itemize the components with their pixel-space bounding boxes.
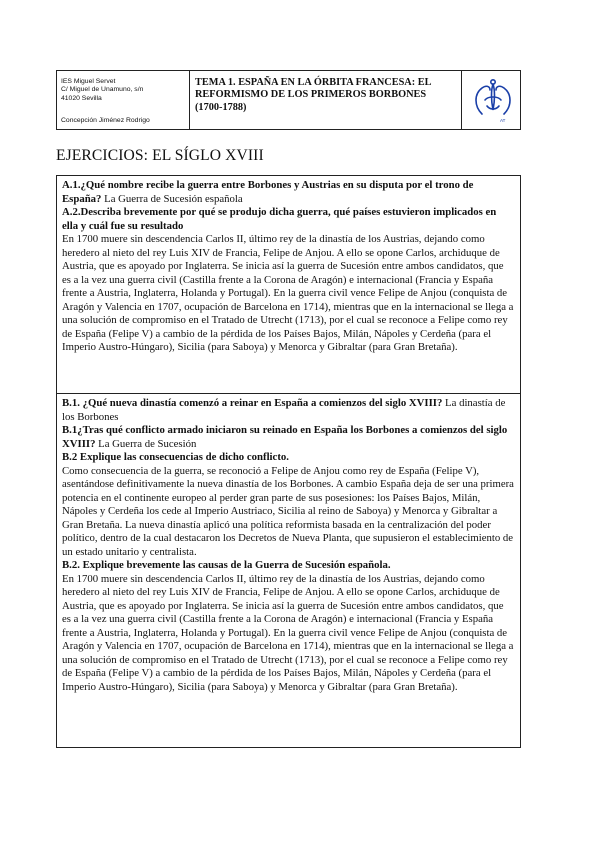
question-text: B.2 Explique las consecuencias de dicho conflicto. bbox=[62, 451, 289, 463]
exercise-item bbox=[62, 233, 515, 355]
exercise-item bbox=[62, 573, 515, 695]
school-line: 41020 Sevilla bbox=[61, 94, 102, 102]
exercise-item bbox=[62, 397, 515, 424]
teacher-name: Concepción Jiménez Rodrigo bbox=[61, 116, 150, 124]
document-header bbox=[56, 70, 521, 130]
answer-text: En 1700 muere sin descendencia Carlos II, último rey de la dinastía de los Austrias, dejando como heredero al nieto del rey Luis XIV de Francia, Felipe de Anjou. A ello se opone Carlos, archiduque de Austria, que es apoyado por Inglaterra. Se inicia así la guerra de Sucesión entre ambos candidatos, que es a la vez una guerra civil (Castilla frente a la Corona de Aragón) e internacional (Francia y España frente a Austria, Inglaterra, Holanda y Portugal). En la guerra civil vence Felipe de Anjou (conquista de Aragón y Valencia en 1707, ocupación de Barcelona en 1714), mientras que en la internacional se llega a una solución de compromiso en el Tratado de Utrecht (1713), por el cual se reconoce a Felipe como rey de España (Felipe V) a cambio de la pérdida de los Países Bajos, Milán, Nápoles y Cerdeña (para el Imperio Austro-Húngaro), Sicilia (para Saboya) y Menorca y Gibraltar (para Gran Bretaña). bbox=[62, 572, 514, 693]
exercise-item bbox=[62, 424, 515, 451]
exercise-item bbox=[62, 451, 515, 465]
answer-text: Como consecuencia de la guerra, se reconoció a Felipe de Anjou como rey de España (Felipe V), asentándose definitivamente la nueva dinastía de los Borbones. A cambio España deja de ser una primera potencia en el continente europeo al perder gran parte de sus posesiones: los Países Bajos, Milán, Nápoles y Cerdeña los cede al Imperio Austriaco, Sicilia al reino de Saboya) y Menorca y Gibraltar a Gran Bretaña. La nueva dinastía aplicó una política reformista basada en la centralización del poder político, dentro de la cual destacaron los Decretos de Nueva Planta, que supusieron el establecimiento de un estado unitario y centralista. bbox=[62, 464, 514, 558]
logo-icon bbox=[468, 76, 518, 124]
school-info bbox=[57, 71, 190, 129]
answer-text: La Guerra de Sucesión bbox=[95, 437, 197, 450]
question-text: A.2.Describa brevemente por qué se produjo dicha guerra, qué países estuvieron implicados en ella y cuál fue su resultado bbox=[62, 206, 497, 232]
topic-title: TEMA 1. ESPAÑA EN LA ÓRBITA FRANCESA: EL REFORMISMO DE LOS PRIMEROS BORBONES (1700-1788) bbox=[190, 71, 462, 129]
question-text: B.2. Explique brevemente las causas de la Guerra de Sucesión española. bbox=[62, 559, 391, 571]
exercise-item bbox=[62, 559, 515, 573]
page-title: EJERCICIOS: EL SÍGLO XVIII bbox=[56, 147, 264, 164]
exercise-item bbox=[62, 465, 515, 560]
question-text: A.1.¿Qué nombre recibe la guerra entre Borbones y Austrias en su disputa por el trono de España? bbox=[62, 179, 474, 205]
answer-text: La dinastía de los Borbones bbox=[62, 397, 506, 423]
exercise-item bbox=[62, 206, 515, 233]
school-logo bbox=[462, 71, 520, 129]
logo-text: AT bbox=[500, 118, 506, 123]
answer-text: La Guerra de Sucesión española bbox=[101, 192, 243, 205]
exercise-block-b bbox=[56, 394, 521, 748]
question-text: B.1¿Tras qué conflicto armado iniciaron su reinado en España los Borbones a comienzos del siglo XVIII? bbox=[62, 424, 508, 450]
exercise-block-a bbox=[56, 175, 521, 394]
answer-text: En 1700 muere sin descendencia Carlos II, último rey de la dinastía de los Austrias, dejando como heredero al nieto del rey Luis XIV de Francia, Felipe de Anjou. A ello se opone Carlos, archiduque de Austria, que es apoyado por Inglaterra. Se inicia así la guerra de Sucesión entre ambos candidatos, que es a la vez una guerra civil (Castilla frente a la Corona de Aragón) e internacional (Francia y España frente a Austria, Inglaterra, Holanda y Portugal). En la guerra civil vence Felipe de Anjou (conquista de Aragón y Valencia en 1707, ocupación de Barcelona en 1714), mientras que en la internacional se llega a una solución de compromiso en el Tratado de Utrecht (1713), por el cual se reconoce a Felipe como rey de España (Felipe V) a cambio de la pérdida de los Países Bajos, Milán, Nápoles y Cerdeña (para el Imperio Austro-Húngaro), Sicilia (para Saboya) y Menorca y Gibraltar (para Gran Bretaña). bbox=[62, 233, 514, 353]
school-line: C/ Miguel de Unamuno, s/n bbox=[61, 86, 144, 94]
question-text: B.1. ¿Qué nueva dinastía comenzó a reinar en España a comienzos del siglo XVIII? bbox=[62, 397, 443, 409]
exercise-item bbox=[62, 179, 515, 206]
school-line: IES Miguel Servet bbox=[61, 78, 116, 85]
